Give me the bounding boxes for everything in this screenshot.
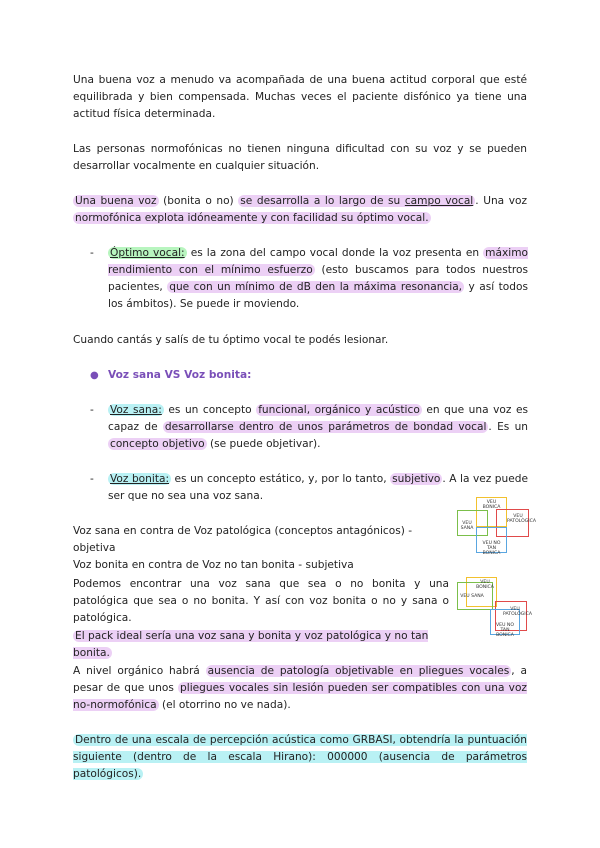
bullet-heading-row [0,367,600,384]
paragraph-optimo-vocal [108,245,528,313]
venn-diagram-1 [455,497,536,556]
highlight-se-desarrolla [238,195,475,207]
label-sana-1: VEU SANA [460,521,474,531]
paragraph-grbasi [73,732,527,783]
label-no-tan-bonica-1: VEU NO TAN BONICA [482,541,501,556]
text-bonita-c: . A la vez puede ser que no sea una voz sana. [108,473,528,502]
term-voz-bonita: Voz bonita: [110,473,170,485]
highlight-funcional: funcional, orgánico y acústico [258,404,420,416]
label-patologica-2: VEU PATOLÒGICA [503,607,532,617]
paragraph-cantas: Cuando cantás y salís de tu óptimo vocal te podés lesionar. [73,334,389,346]
bullet-dot: ● [90,370,99,381]
text-bonita-a: es un concepto estático, y, por lo tanto, [171,473,391,485]
text-bonita-o-no: (bonita o no) [158,195,239,207]
highlight-minimo-db: que con un mínimo de dB den la máxima resonancia, [169,281,463,293]
label-bonica-1: VEU BONICA [482,500,501,510]
text-sana-e: . Es un [488,421,529,433]
text-sana-c: en que una voz es capaz de [108,404,528,433]
line-sana-patologica: Voz sana en contra de Voz patológica (conceptos antagónicos) - objetiva [73,525,413,554]
label-no-tan-bonica-2: VEU NO TAN BONICA [496,623,514,638]
text-una-voz: . Una voz [475,195,528,207]
paragraph-normofonicas: Las personas normofónicas no tienen ninguna dificultad con su voz y se pueden desarrollar vocalmente en cualquier situación. [73,143,527,172]
term-voz-sana: Voz sana: [110,404,162,416]
text-sana-a: es un concepto [163,404,257,416]
paragraph-podemos-encontrar: Podemos encontrar una voz sana que sea o no bonita y una patológica que sea o no bonita. Y así con voz bonita o no y sana o patológica. [73,578,449,624]
term-optimo-vocal: Óptimo vocal: [110,247,185,259]
highlight-parametros-bondad: desarrollarse dentro de unos parámetros de bondad vocal [164,421,487,433]
bullet-heading: Voz sana VS Voz bonita: [108,369,252,381]
text-p8a: A nivel orgánico habrá [73,665,206,677]
text-p8e: (el otorrino no ve nada). [158,699,291,711]
highlight-pack-ideal: El pack ideal sería una voz sana y bonita y voz patológica y no tan bonita. [73,630,429,659]
text-optimo-c: (esto buscamos para todos nuestros pacientes, [108,264,528,293]
dash-optimo: - [90,247,94,259]
paragraph-voz-sana [108,402,528,453]
paragraph-body-posture: Una buena voz a menudo va acompañada de una buena actitud corporal que esté equilibrada y bien compensada. Muchas veces el paciente disfónico ya tiene una actitud física determinada. [73,74,527,120]
highlight-pliegues-sin-lesion: pliegues vocales sin lesión pueden ser compatibles con una voz no-normofónica [73,682,527,711]
dash-voz-sana: - [90,404,94,416]
text-se-desarrolla: se desarrolla a lo largo de su [240,195,405,207]
text-optimo-e: y así todos los ámbitos). Se puede ir moviendo. [108,281,528,310]
label-sana-2: VEU SANA [460,594,484,599]
line-bonita-no-bonita: Voz bonita en contra de Voz no tan bonita - subjetiva [73,559,354,571]
paragraph-antagonicos [73,523,453,574]
dash-voz-bonita: - [90,473,94,485]
paragraph-pack-ideal [73,628,453,662]
label-patologica-1: VEU PATOLÒGICA [507,514,536,524]
text-p8c: , a pesar de que unos [73,665,527,694]
highlight-buena-voz: Una buena voz [75,195,157,207]
paragraph-buena-voz [73,193,527,227]
text-sana-g: (se puede objetivar). [206,438,321,450]
highlight-maximo-rendimiento: máximo rendimiento con el mínimo esfuerzo [108,247,528,276]
text-optimo-a: es la zona del campo vocal donde la voz presenta en [186,247,484,259]
highlight-grbasi: Dentro de una escala de percepción acústica como GRBASI, obtendría la puntuación siguiente (dentro de la escala Hirano): 000000 (ausencia de parámetros patológicos). [73,734,527,780]
highlight-ausencia-patologia: ausencia de patología objetivable en pliegues vocales [207,665,510,677]
label-bonica-2: VEU BONICA [476,580,494,590]
paragraph-nivel-organico [73,663,527,714]
highlight-concepto-objetivo: concepto objetivo [110,438,205,450]
venn-diagram-2 [457,575,532,638]
highlight-subjetivo: subjetivo [392,473,441,485]
highlight-normofonica: normofónica explota idóneamente y con facilidad su óptimo vocal. [75,212,429,224]
term-campo-vocal: campo vocal [404,195,474,207]
